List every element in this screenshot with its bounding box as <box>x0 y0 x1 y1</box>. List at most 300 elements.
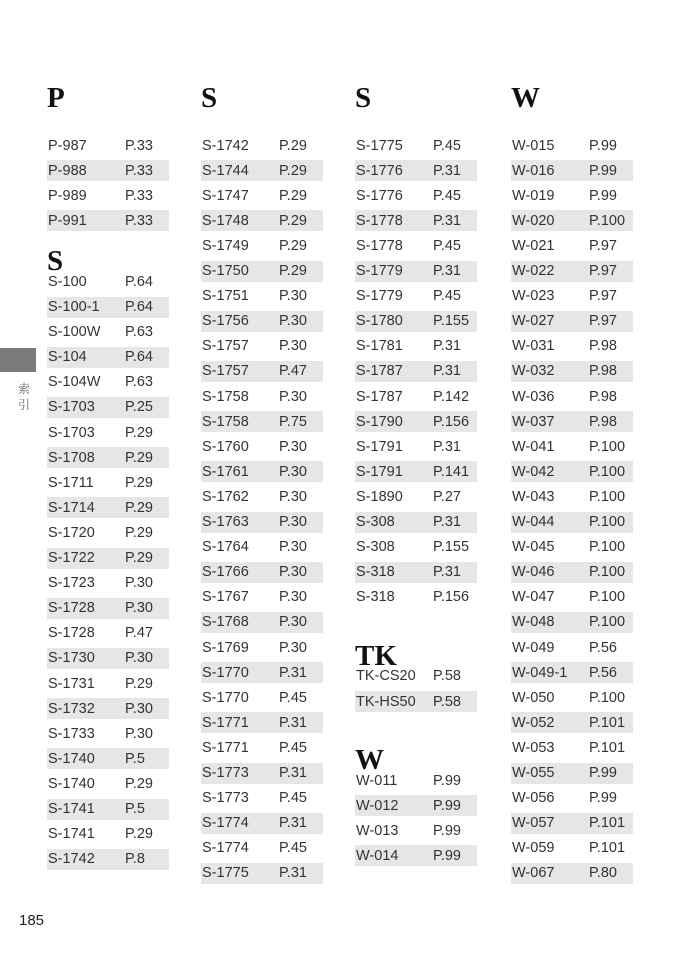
index-entry <box>201 286 323 307</box>
entry-code: S-1714 <box>48 499 95 516</box>
entry-code: S-1742 <box>48 851 95 868</box>
index-entry <box>47 372 169 393</box>
index-entry <box>511 311 633 332</box>
entry-code: S-1732 <box>48 700 95 717</box>
entry-page: P.29 <box>125 424 153 441</box>
entry-code: W-044 <box>512 514 555 530</box>
entry-code: S-1771 <box>202 714 249 731</box>
entry-page: P.99 <box>589 162 617 179</box>
index-entry <box>47 185 169 206</box>
index-entry <box>201 838 323 859</box>
entry-page: P.30 <box>279 463 307 480</box>
entry-code: S-1774 <box>202 815 249 832</box>
index-entry <box>511 838 633 859</box>
index-entry <box>355 486 477 507</box>
entry-page: P.29 <box>125 826 153 843</box>
entry-code: W-016 <box>512 162 555 179</box>
index-entry <box>47 497 169 518</box>
entry-code: W-050 <box>512 689 555 706</box>
entry-page: P.99 <box>433 772 461 789</box>
entry-page: P.29 <box>125 474 153 491</box>
entry-page: P.98 <box>589 363 617 380</box>
entry-code: W-027 <box>512 313 555 330</box>
entry-code: S-1773 <box>202 765 249 781</box>
entry-page: P.101 <box>589 840 626 857</box>
entry-page: P.29 <box>279 187 307 204</box>
index-entry <box>355 235 477 256</box>
index-entry <box>201 386 323 407</box>
entry-code: W-021 <box>512 237 555 254</box>
entry-page: P.31 <box>279 664 307 681</box>
entry-page: P.80 <box>589 865 617 882</box>
entry-code: W-020 <box>512 212 555 229</box>
entry-page: P.98 <box>589 388 617 405</box>
entry-page: P.30 <box>279 313 307 330</box>
entry-code: W-037 <box>512 413 555 430</box>
entry-page: P.33 <box>125 137 153 154</box>
index-entry <box>47 447 169 468</box>
entry-code: S-1703 <box>48 424 95 441</box>
index-entry <box>511 336 633 357</box>
entry-code: S-1703 <box>48 399 95 416</box>
entry-page: P.155 <box>433 313 470 330</box>
index-entry <box>511 863 633 884</box>
index-entry <box>201 361 323 382</box>
entry-page: P.99 <box>589 137 617 154</box>
index-entry <box>511 185 633 206</box>
index-entry <box>47 210 169 231</box>
index-entry <box>355 261 477 282</box>
entry-code: S-1776 <box>356 187 403 204</box>
entry-code: S-1744 <box>202 162 249 179</box>
index-entry <box>201 788 323 809</box>
entry-code: S-1767 <box>202 589 249 606</box>
index-entry <box>511 486 633 507</box>
entry-code: TK-CS20 <box>356 668 416 685</box>
entry-page: P.30 <box>279 539 307 556</box>
entry-code: S-1778 <box>356 237 403 254</box>
index-entry <box>511 512 633 533</box>
entry-page: P.30 <box>125 700 153 717</box>
entry-code: S-1731 <box>48 675 95 692</box>
index-entry <box>201 411 323 432</box>
index-entry <box>355 135 477 156</box>
index-entry <box>47 271 169 292</box>
index-entry <box>355 562 477 583</box>
entry-page: P.31 <box>433 212 461 229</box>
entry-code: W-031 <box>512 338 555 355</box>
entry-page: P.5 <box>125 801 145 817</box>
entry-code: TK-HS50 <box>356 693 416 710</box>
entry-page: P.45 <box>433 237 461 254</box>
index-entry <box>511 637 633 658</box>
entry-code: W-015 <box>512 137 555 154</box>
entry-code: W-011 <box>356 772 398 789</box>
entry-code: S-1771 <box>202 739 249 756</box>
entry-page: P.97 <box>589 237 617 254</box>
entry-page: P.99 <box>589 187 617 204</box>
entry-code: S-1740 <box>48 750 95 767</box>
entry-code: S-1761 <box>202 463 249 480</box>
index-entry <box>511 411 633 432</box>
index-entry <box>511 612 633 633</box>
entry-code: P-991 <box>48 212 87 229</box>
index-entry <box>355 386 477 407</box>
entry-page: P.31 <box>279 714 307 731</box>
entry-page: P.100 <box>589 589 626 606</box>
entry-page: P.64 <box>125 273 153 290</box>
entry-code: S-1775 <box>202 865 249 882</box>
index-entry <box>47 748 169 769</box>
entry-code: W-013 <box>356 822 399 839</box>
index-entry <box>355 845 477 866</box>
entry-code: S-1708 <box>48 449 95 466</box>
index-entry <box>47 623 169 644</box>
index-entry <box>201 135 323 156</box>
entry-page: P.31 <box>433 363 461 380</box>
index-entry <box>47 160 169 181</box>
index-entry <box>201 813 323 834</box>
entry-page: P.31 <box>433 338 461 355</box>
index-entry <box>47 849 169 870</box>
entry-page: P.30 <box>279 388 307 405</box>
index-entry <box>511 286 633 307</box>
entry-code: S-1775 <box>356 137 403 154</box>
entry-code: W-067 <box>512 865 555 882</box>
index-entry <box>201 562 323 583</box>
entry-page: P.29 <box>279 212 307 229</box>
entry-page: P.45 <box>279 739 307 756</box>
index-entry <box>511 210 633 231</box>
index-entry <box>511 261 633 282</box>
entry-code: W-048 <box>512 614 555 631</box>
entry-page: P.31 <box>433 514 461 530</box>
index-entry <box>511 712 633 733</box>
index-entry <box>201 311 323 332</box>
entry-code: S-1751 <box>202 288 249 305</box>
entry-code: S-1740 <box>48 775 95 792</box>
index-entry <box>355 361 477 382</box>
section-heading: S <box>47 245 64 278</box>
index-entry <box>201 336 323 357</box>
entry-code: S-1747 <box>202 187 249 204</box>
index-entry <box>47 422 169 443</box>
entry-code: W-041 <box>512 438 555 455</box>
index-entry <box>355 770 477 791</box>
entry-page: P.64 <box>125 299 153 315</box>
index-entry <box>511 386 633 407</box>
entry-code: S-1778 <box>356 212 403 229</box>
index-entry <box>201 185 323 206</box>
entry-page: P.100 <box>589 488 626 505</box>
index-entry <box>201 687 323 708</box>
entry-code: S-1779 <box>356 263 403 279</box>
entry-page: P.98 <box>589 413 617 430</box>
entry-code: S-1730 <box>48 650 95 667</box>
entry-page: P.56 <box>589 639 617 656</box>
entry-page: P.31 <box>433 263 461 279</box>
entry-page: P.101 <box>589 714 626 731</box>
page-number: 185 <box>19 912 45 929</box>
entry-page: P.30 <box>125 725 153 742</box>
index-entry <box>355 311 477 332</box>
index-entry <box>47 698 169 719</box>
entry-code: S-100-1 <box>48 299 100 315</box>
index-entry <box>201 763 323 784</box>
entry-code: S-1776 <box>356 162 403 179</box>
entry-code: W-049-1 <box>512 664 568 681</box>
section-heading: W <box>511 82 540 114</box>
entry-code: W-052 <box>512 714 555 731</box>
entry-code: S-1756 <box>202 313 249 330</box>
entry-code: S-104 <box>48 349 87 366</box>
entry-code: S-1766 <box>202 564 249 581</box>
entry-code: S-1723 <box>48 575 95 592</box>
index-entry <box>201 261 323 282</box>
index-entry <box>201 863 323 884</box>
index-entry <box>355 286 477 307</box>
index-entry <box>201 160 323 181</box>
entry-code: S-1770 <box>202 689 249 706</box>
entry-page: P.45 <box>433 288 461 305</box>
index-entry <box>47 773 169 794</box>
entry-page: P.45 <box>433 187 461 204</box>
entry-code: S-1757 <box>202 363 249 380</box>
entry-page: P.30 <box>279 564 307 581</box>
entry-code: S-308 <box>356 539 395 556</box>
entry-code: S-1774 <box>202 840 249 857</box>
entry-page: P.30 <box>279 288 307 305</box>
entry-page: P.31 <box>279 815 307 832</box>
entry-page: P.29 <box>125 775 153 792</box>
entry-code: S-1757 <box>202 338 249 355</box>
entry-code: S-1728 <box>48 625 95 642</box>
index-entry <box>355 436 477 457</box>
index-entry <box>355 461 477 482</box>
entry-code: P-987 <box>48 137 87 154</box>
index-entry <box>511 461 633 482</box>
index-entry <box>355 587 477 608</box>
entry-code: S-318 <box>356 589 395 606</box>
entry-page: P.30 <box>279 639 307 656</box>
entry-page: P.30 <box>279 438 307 455</box>
index-entry <box>201 737 323 758</box>
entry-code: S-1760 <box>202 438 249 455</box>
index-entry <box>201 587 323 608</box>
index-entry <box>355 691 477 712</box>
index-entry <box>511 813 633 834</box>
entry-page: P.45 <box>279 840 307 857</box>
entry-page: P.29 <box>125 675 153 692</box>
index-entry <box>201 537 323 558</box>
entry-code: S-1758 <box>202 388 249 405</box>
entry-code: S-1749 <box>202 237 249 254</box>
entry-page: P.99 <box>589 790 617 807</box>
entry-code: S-1768 <box>202 614 249 631</box>
index-entry <box>511 160 633 181</box>
entry-page: P.30 <box>125 650 153 667</box>
entry-code: S-1741 <box>48 801 95 817</box>
entry-page: P.25 <box>125 399 153 416</box>
entry-code: S-100 <box>48 273 87 290</box>
index-entry <box>47 135 169 156</box>
index-entry <box>47 297 169 318</box>
entry-page: P.99 <box>433 797 461 814</box>
entry-code: S-1769 <box>202 639 249 656</box>
entry-code: S-1791 <box>356 463 403 480</box>
entry-code: S-1728 <box>48 600 95 617</box>
index-entry <box>201 512 323 533</box>
index-entry <box>201 712 323 733</box>
entry-page: P.100 <box>589 514 626 530</box>
index-entry <box>511 361 633 382</box>
section-heading: S <box>201 82 218 114</box>
entry-code: S-1733 <box>48 725 95 742</box>
entry-page: P.99 <box>433 822 461 839</box>
index-entry <box>47 673 169 694</box>
entry-page: P.31 <box>433 564 461 581</box>
index-entry <box>355 336 477 357</box>
entry-code: S-1722 <box>48 550 95 566</box>
index-entry <box>47 573 169 594</box>
entry-page: P.29 <box>279 263 307 279</box>
entry-code: S-1720 <box>48 524 95 541</box>
entry-code: W-012 <box>356 797 399 814</box>
entry-code: S-1781 <box>356 338 403 355</box>
entry-page: P.29 <box>125 550 153 566</box>
entry-code: W-059 <box>512 840 555 857</box>
entry-page: P.47 <box>125 625 153 642</box>
index-entry <box>201 210 323 231</box>
entry-page: P.156 <box>433 589 470 606</box>
index-entry <box>47 598 169 619</box>
entry-code: S-1750 <box>202 263 249 279</box>
entry-page: P.141 <box>433 463 470 480</box>
entry-code: S-1790 <box>356 413 403 430</box>
entry-code: W-045 <box>512 539 555 556</box>
entry-page: P.47 <box>279 363 307 380</box>
index-entry <box>511 135 633 156</box>
entry-page: P.30 <box>125 600 153 617</box>
index-entry <box>355 666 477 687</box>
entry-code: S-1779 <box>356 288 403 305</box>
entry-page: P.56 <box>589 664 617 681</box>
index-entry <box>47 548 169 569</box>
entry-page: P.30 <box>279 488 307 505</box>
entry-code: S-308 <box>356 514 395 530</box>
entry-code: S-318 <box>356 564 395 581</box>
entry-code: S-100W <box>48 324 101 341</box>
index-entry <box>201 486 323 507</box>
entry-code: S-1770 <box>202 664 249 681</box>
entry-code: S-1780 <box>356 313 403 330</box>
entry-code: S-1791 <box>356 438 403 455</box>
entry-code: W-046 <box>512 564 555 581</box>
entry-page: P.155 <box>433 539 470 556</box>
index-entry <box>47 824 169 845</box>
index-entry <box>47 322 169 343</box>
entry-page: P.31 <box>433 162 461 179</box>
section-heading: S <box>355 82 372 114</box>
entry-page: P.156 <box>433 413 470 430</box>
entry-page: P.33 <box>125 162 153 179</box>
entry-code: S-1763 <box>202 514 249 530</box>
entry-code: W-049 <box>512 639 555 656</box>
entry-code: W-057 <box>512 815 555 832</box>
index-entry <box>201 436 323 457</box>
index-entry <box>47 648 169 669</box>
index-entry <box>511 537 633 558</box>
index-entry <box>511 763 633 784</box>
entry-page: P.100 <box>589 564 626 581</box>
entry-page: P.100 <box>589 539 626 556</box>
entry-page: P.33 <box>125 187 153 204</box>
entry-code: S-1741 <box>48 826 95 843</box>
entry-page: P.30 <box>279 514 307 530</box>
entry-code: S-1773 <box>202 790 249 807</box>
index-entry <box>511 687 633 708</box>
index-entry <box>201 612 323 633</box>
entry-code: W-022 <box>512 263 555 279</box>
entry-code: S-1764 <box>202 539 249 556</box>
entry-page: P.30 <box>279 338 307 355</box>
section-heading: P <box>47 82 65 114</box>
index-entry <box>355 795 477 816</box>
index-entry <box>355 820 477 841</box>
entry-page: P.99 <box>433 847 461 864</box>
entry-code: W-014 <box>356 847 399 864</box>
entry-page: P.97 <box>589 263 617 279</box>
entry-code: P-988 <box>48 162 87 179</box>
index-entry <box>47 799 169 820</box>
entry-page: P.30 <box>279 589 307 606</box>
entry-page: P.29 <box>125 524 153 541</box>
entry-code: W-043 <box>512 488 555 505</box>
entry-page: P.5 <box>125 750 145 767</box>
index-entry <box>355 411 477 432</box>
entry-page: P.64 <box>125 349 153 366</box>
index-entry <box>47 347 169 368</box>
entry-page: P.99 <box>589 765 617 781</box>
index-entry <box>355 185 477 206</box>
entry-page: P.100 <box>589 438 626 455</box>
entry-page: P.75 <box>279 413 307 430</box>
entry-page: P.45 <box>433 137 461 154</box>
index-entry <box>47 522 169 543</box>
index-entry <box>47 723 169 744</box>
entry-code: W-056 <box>512 790 555 807</box>
entry-code: S-1711 <box>48 474 94 491</box>
index-entry <box>511 436 633 457</box>
section-heading: W <box>355 744 384 777</box>
entry-page: P.63 <box>125 324 153 341</box>
entry-code: S-1762 <box>202 488 249 505</box>
entry-page: P.29 <box>125 499 153 516</box>
index-entry <box>355 537 477 558</box>
index-entry <box>201 637 323 658</box>
index-entry <box>511 737 633 758</box>
entry-page: P.100 <box>589 614 626 631</box>
entry-page: P.97 <box>589 313 617 330</box>
index-entry <box>355 210 477 231</box>
entry-code: W-019 <box>512 187 555 204</box>
entry-code: W-053 <box>512 739 555 756</box>
entry-page: P.33 <box>125 212 153 229</box>
index-entry <box>201 662 323 683</box>
entry-code: S-1787 <box>356 363 403 380</box>
index-entry <box>47 472 169 493</box>
entry-code: P-989 <box>48 187 87 204</box>
